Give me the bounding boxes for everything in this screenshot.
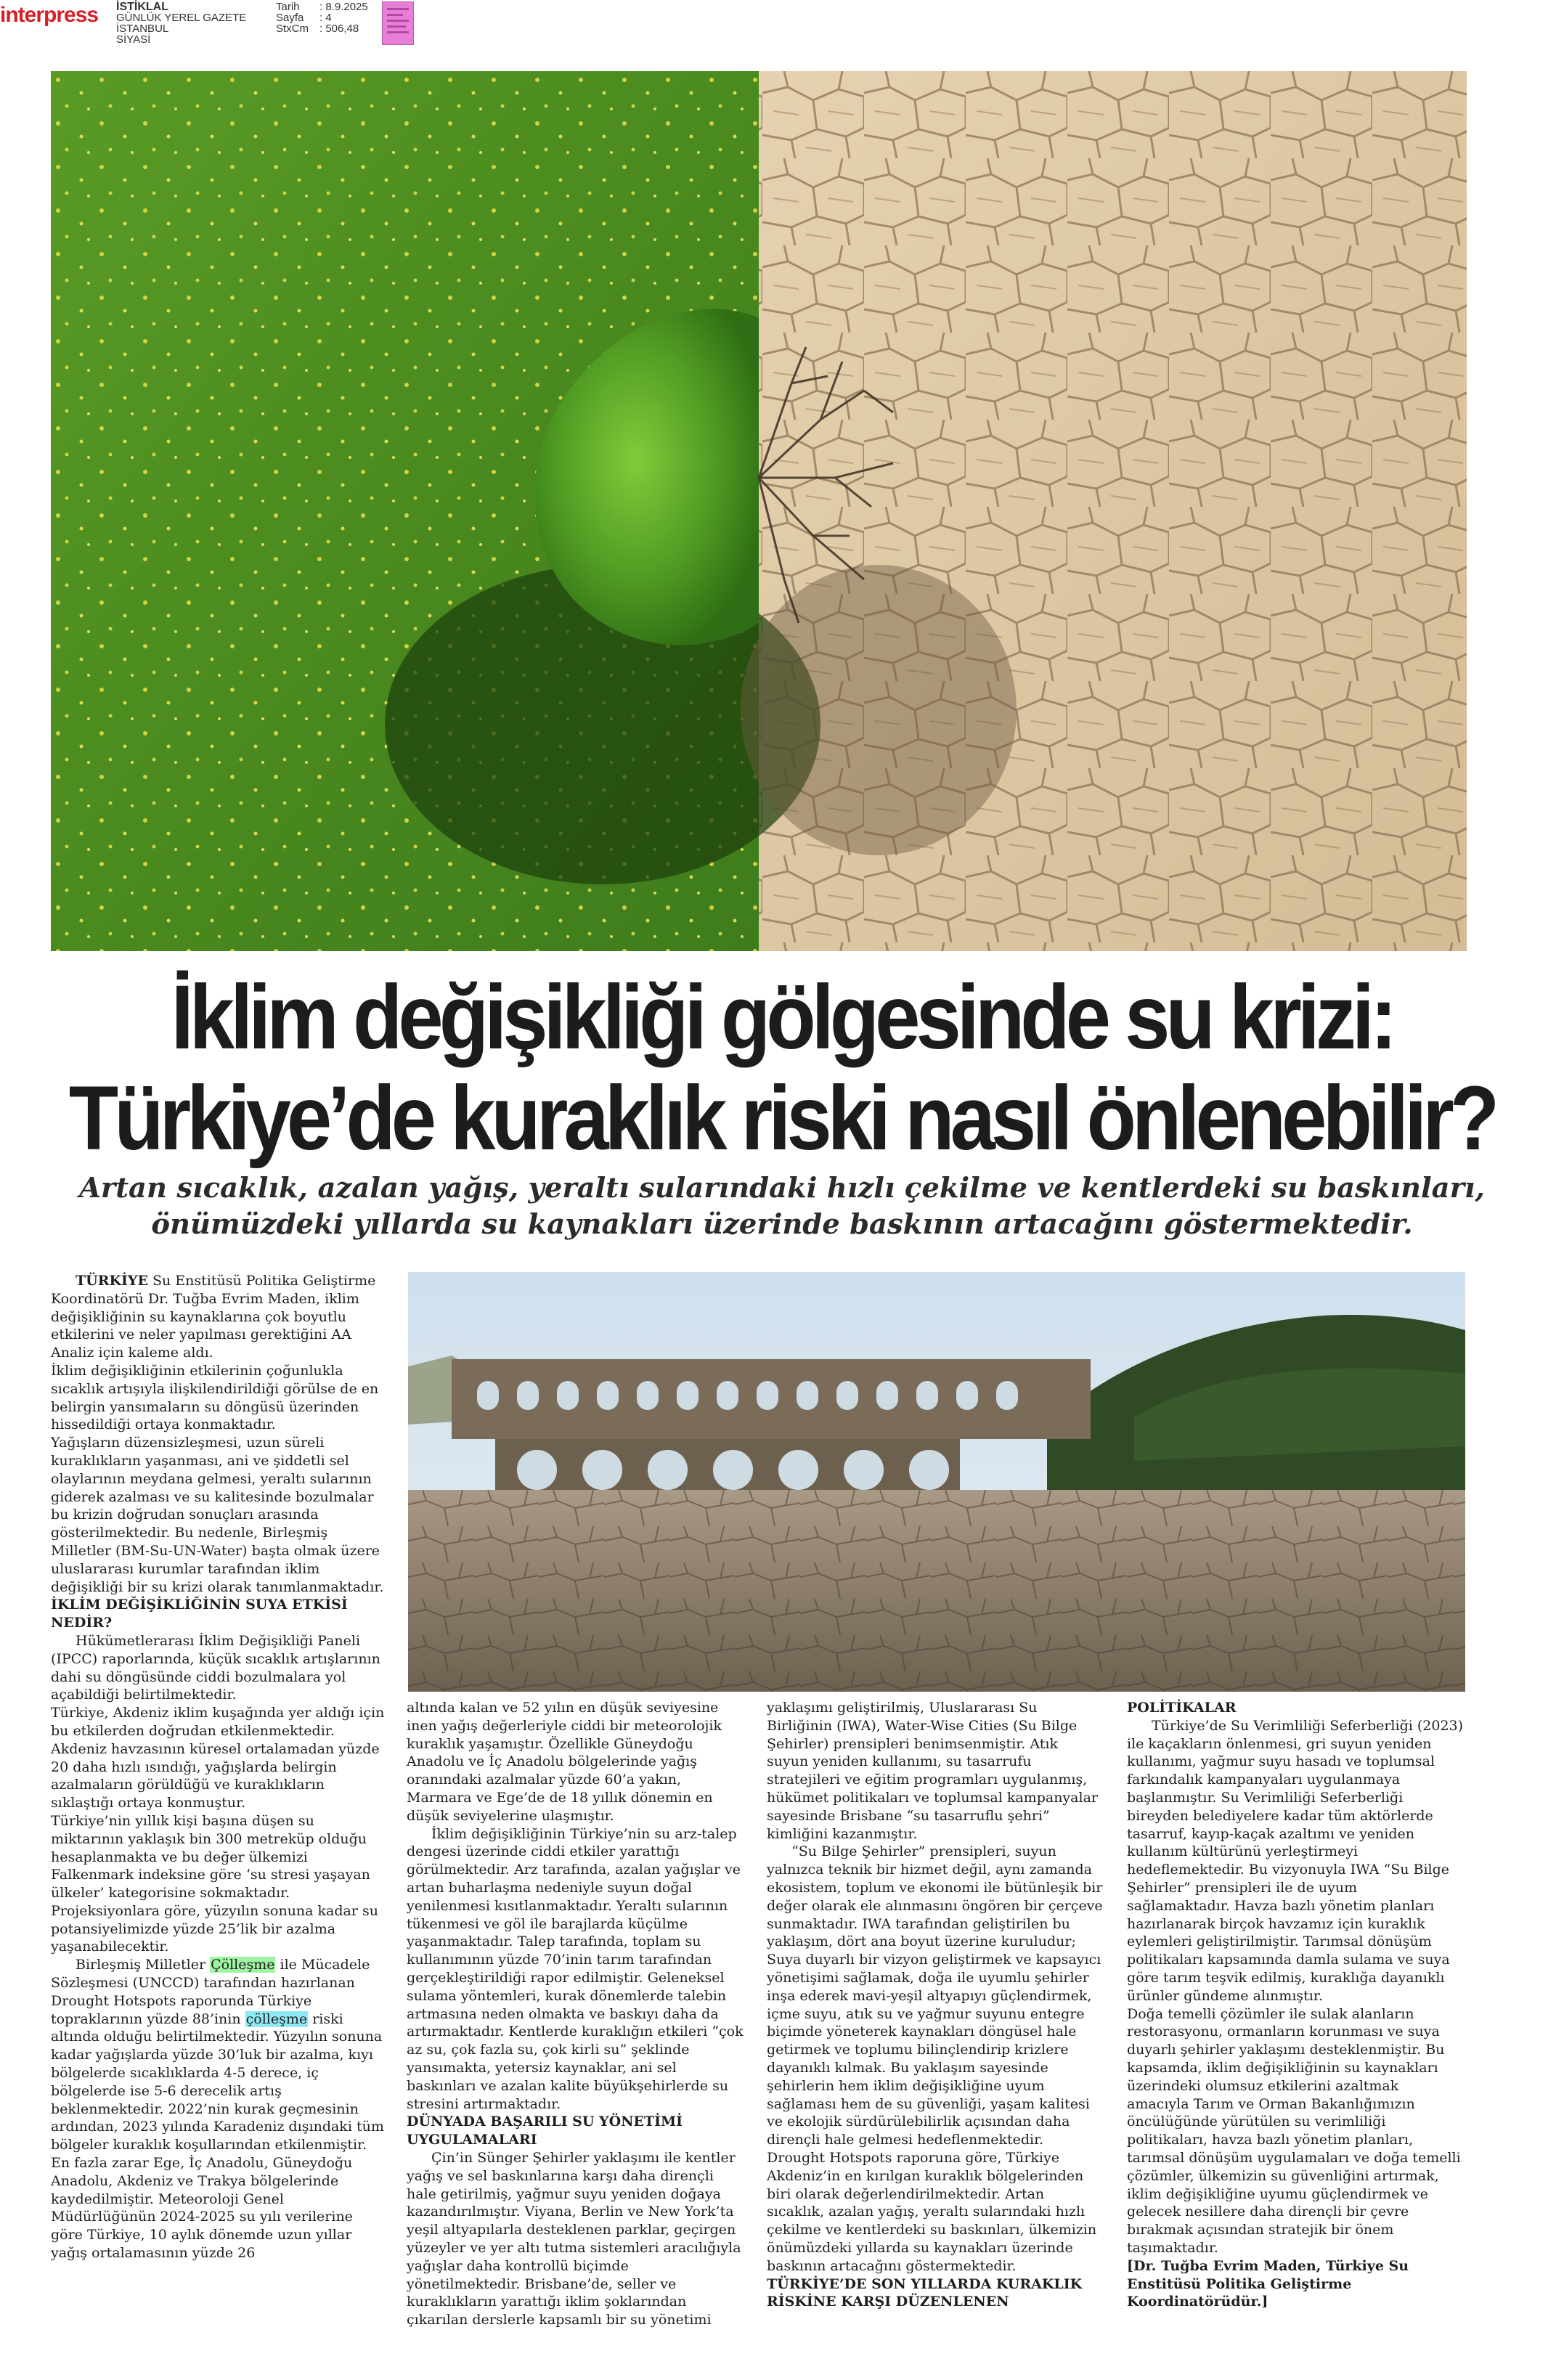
col2-paragraph-2: İklim değişikliğinin Türkiye’nin su arz-talep dengesi üzerinde ciddi etkiler yarattığı görülmektedir. Arz tarafında, azalan yağışlar ve artan buharlaşma nedeniyle suyun doğal yenilenmesi kısıtlanmaktadır. Yeraltı sularının tükenmesi ve göl ile barajlarda küçülme yaşanmaktadır. Talep tarafında, toplam su kullanımının yüzde 70’inin tarım tarafından gerçekleştirildiği rapor edilmiştir. Geleneksel sulama yöntemleri, kurak dönemlerde talebin artmasına neden olmakta ve baskıyı daha da artırmaktadır. Kentlerde kuraklığın etkileri “çok az su, çok fazla su, çok kirli su” şeklinde yansımakta, yetersiz kaynaklar, ani sel baskınları ve azalan kalite büyükşehirlerde su stresini artırmaktadır. (407, 1825, 744, 2112)
meta-date: Tarih : 8.9.2025 (276, 1, 368, 13)
col1-paragraph-5: Türkiye, Akdeniz iklim kuşağında yer aldığı için bu etkilerden doğrudan etkilenmektedir. (51, 1705, 385, 1739)
meta-date-value: 8.9.2025 (325, 1, 368, 13)
meta-page-key: Sayfa (276, 12, 304, 24)
article-subheadline (29, 1170, 1535, 1243)
col3-paragraph-2: “Su Bilge Şehirler” prensipleri, suyun yalnızca teknik bir hizmet değil, aynı zamanda ekosistem, toplum ve ekonomi ile bütünleşik bir değer olarak ele alınmasını öngören bir çerçeve sunmaktadır. IWA tarafından geliştirilen bu yaklaşım, dört ana boyut üzerine kuruludur; Suya duyarlı bir vizyon geliştirmek ve kapsayıcı yönetişimi sağlamak, doğa ile uyumlu şehirler inşa ederek mavi-yeşil altyapıyı güçlendirmek, içme suyu, atık su ve yağmur suyunu entegre biçimde yöneterek kaynakları döngüsel hale getirmek ve toplumu bilinçlendirip krizlere dayanıklı kılmak. Bu yaklaşım sayesinde şehirlerin hem iklim değişikliğine uyum sağlaması hem de su güvenliği, yaşam kalitesi ve ekolojik sürdürülebilirlik açısından daha dirençli hale gelmesi hedeflenmektedir. (767, 1843, 1103, 2148)
article-column-3 (767, 1699, 1104, 2311)
col3-heading-turkey-policies: TÜRKİYE’DE SON YILLARDA KURAKLIK RİSKİNE KARŞI DÜZENLENEN (767, 2275, 1083, 2310)
publication-type: GÜNLÜK YEREL GAZETE (116, 12, 247, 24)
meta-page: Sayfa : 4 (276, 12, 332, 24)
col1-paragraph-3: Yağışların düzensizleşmesi, uzun süreli kuraklıkların yaşanması, ani ve şiddetli sel olaylarının meydana gelmesi, yeraltı sularının giderek azalması ve su kalitesinde bozulmalar bu krizin doğrudan sonuçları arasında gösterilmektedir. Bu nedenle, Birleşmiş Milletler (BM-Su-UN-Water) başta olmak üzere uluslararası kurumlar tarafından iklim değişikliği bir su krizi olarak tanımlanmaktadır. (51, 1435, 384, 1595)
publication-city: İSTANBUL (116, 23, 169, 35)
col1-paragraph-2: İklim değişikliğinin etkilerinin çoğunlukla sıcaklık artışıyla ilişkilendirildiği görülse de en belirgin yansımaların su döngüsü üzerinden hissedildiği ortaya konmaktadır. (51, 1362, 379, 1433)
article-column-2 (407, 1699, 744, 2329)
col2-heading-world-practices: DÜNYADA BAŞARILI SU YÖNETİMİ UYGULAMALARI (407, 2114, 683, 2148)
col1-paragraph-8: Projeksiyonlara göre, yüzyılın sonuna kadar su potansiyelimizde yüzde 25’lik bir azalma yaşanabilecektir. (51, 1902, 378, 1955)
publication-category: SİYASİ (116, 33, 151, 46)
col2-paragraph-1: altında kalan ve 52 yılın en düşük seviyesine inen yağış değerleriyle ciddi bir meteorolojik kuraklık yaşamıştır. Özellikle Güneydoğu Anadolu ve İç Anadolu bölgelerinde yağış oranındaki azalmalar yüzde 60’a yakın, Marmara ve Ege’de de 18 yıllık dönemin en düşük seviyelerine ulaşmıştır. (407, 1700, 722, 1824)
col3-paragraph-1: yaklaşımı geliştirilmiş, Uluslararası Su Birliğinin (IWA), Water-Wise Cities (Su Bilge Şehirler) prensipleri benimsenmiştir. Atık suyun yeniden kullanımı, su tasarrufu stratejileri ve eğitim programları uygulanmış, hükümet politikaları ve toplumsal kampanyalar sayesinde Brisbane “su tasarruflu şehri” kimliğini kazanmıştır. (767, 1700, 1098, 1842)
col1-paragraph-9: Birleşmiş Milletler Çölleşme ile Mücadele Sözleşmesi (UNCCD) tarafından hazırlanan Drought Hotspots raporunda Türkiye topraklarının yüzde 88’inin çölleşme riski altında olduğu belirtilmektedir. Yüzyılın sonuna kadar yağışlarda yüzde 30’luk bir azalma, kıyı bölgelerde sıcaklıklarda 4-5 derece, iç bölgelerde ise 5-6 derecelik artış beklenmektedir. 2022’nin kurak geçmesinin ardından, 2023 yılında Karadeniz dışındaki tüm bölgeler kuraklık koşullarından etkilenmiştir. En fazla zarar Ege, İç Anadolu, Güneydoğu Anadolu, Akdeniz ve Trakya bölgelerinde kaydedilmiştir. Meteoroloji Genel Müdürlüğünün 2024-2025 su yılı verilerine göre Türkiye, 10 aylık dönemde uzun yıllar yağış ortalamasının yüzde 26 (51, 1957, 384, 2262)
subheadline-line-1: Artan sıcaklık, azalan yağış, yeraltı sularındaki hızlı çekilme ve kentlerdeki su baskınları, (79, 1172, 1485, 1205)
publication-name: İSTİKLAL (116, 1, 168, 13)
aqueduct-drought-photo (408, 1272, 1465, 1692)
col1-paragraph-6: Akdeniz havzasının küresel ortalamadan yüzde 20 daha hızlı ısındığı, yağışlarda belirgin azalmaların görüldüğü ve kuraklıkların sıklaştığı ortaya konmuştur. (51, 1740, 380, 1812)
col4-paragraph-2: Doğa temelli çözümler ile sulak alanların restorasyonu, ormanların korunması ve suya duyarlı şehirler yaklaşımı desteklenmiştir. Bu kapsamda, iklim değişikliğinin su kaynakları üzerindeki olumsuz etkilerini azaltmak amacıyla Tarım ve Orman Bakanlığımızın öncülüğünde yürütülen su verimliliği politikaları, havza bazlı yönetim planları, tarımsal dönüşüm uygulamaları ve doğa temelli çözümler, ülkemizin su güvenliğini artırmak, iklim değişikliğine uyumu güçlendirmek ve gelecek nesillere daha dirençli bir çevre bırakmak açısından stratejik bir önem taşımaktadır. (1127, 2005, 1461, 2256)
hero-image-green-vs-drought (51, 71, 1467, 951)
highlight-collesme-1: Çölleşme (211, 1957, 275, 1973)
article-headline (29, 967, 1535, 1169)
col1-paragraph-1 (51, 1272, 385, 1362)
meta-size: StxCm : 506,48 (276, 23, 359, 35)
interpress-logo: interpress (0, 3, 99, 27)
col4-paragraph-1: Türkiye’de Su Verimliliği Seferberliği (2023) ile kaçakların önlenmesi, gri suyun yeniden kullanımı, yağmur suyu hasadı ve toplumsal farkındalık kampanyaları uygulanmaya başlanmıştır. Su Verimliliği Seferberliği bireyden belediyelere kadar tüm aktörlerde tasarruf, kayıp-kaçak azaltımı ve yeniden kullanım kültürünü yerleştirmeyi hedeflemektedir. Bu vizyonuyla IWA “Su Bilge Şehirler” prensipleri ile de uyum sağlamaktadır. Havza bazlı yönetim planları hazırlanarak birçok havzamız için kuraklık eylemleri geliştirilmiştir. Tarımsal dönüşüm politikaları kapsamında damla sulama ve suya göre tarım teşvik edilmiş, kuraklığa dayanıklı ürünler gündeme alınmıştır. (1127, 1717, 1464, 2004)
author-signature: [Dr. Tuğba Evrim Maden, Türkiye Su Enstitüsü Politika Geliştirme Koordinatörüdür.] (1127, 2257, 1409, 2310)
meta-size-value: 506,48 (325, 23, 359, 35)
subheadline-line-2: önümüzdeki yıllarda su kaynakları üzerinde baskının artacağını göstermektedir. (151, 1208, 1413, 1241)
clip-meta (276, 1, 385, 34)
col3-paragraph-3: Drought Hotspots raporuna göre, Türkiye Akdeniz’in en kırılgan kuraklık bölgelerinden biri olarak değerlendirilmektedir. Artan sıcaklık, azalan yağış, yeraltı sularındaki hızlı çekilme ve kentlerdeki su baskınları, ülkemizin önümüzdeki yıllarda su kaynakları üzerinde baskının artacağını göstermektedir. (767, 2149, 1097, 2274)
article-column-4 (1127, 1699, 1464, 2311)
meta-date-key: Tarih (276, 1, 300, 13)
col1-paragraph-4: Hükümetlerarası İklim Değişikliği Paneli (IPCC) raporlarında, küçük sıcaklık artışlarının dahi su döngüsünde ciddi bozulmalara yol açabildiği belirtilmektedir. (51, 1632, 380, 1703)
headline-line-1: İklim değişikliği gölgesinde su krizi: (171, 966, 1393, 1068)
col2-paragraph-3: Çin’in Sünger Şehirler yaklaşımı ile kentler yağış ve sel baskınlarına karşı daha dirençli hale getirilmiş, yağmur suyu yeniden doğaya kazandırılmıştır. Viyana, Berlin ve New York’ta yeşil altyapılarla desteklenen parklar, geçirgen yüzeyler ve yer altı tutma sistemleri aracılığıyla yağışlar daha kontrollü biçimde yönetilmektedir. Brisbane’de, seller ve kuraklıkların yarattığı iklim şoklarından çıkarılan derslerle kapsamlı bir su yönetimi (407, 2149, 741, 2328)
article-column-1 (51, 1272, 385, 2262)
highlight-collesme-2: çölleşme (245, 2010, 308, 2027)
meta-size-key: StxCm (276, 23, 309, 35)
headline-line-2: Türkiye’de kuraklık riski nasıl önlenebilir? (68, 1067, 1496, 1169)
col4-heading-policies: POLİTİKALAR (1127, 1700, 1237, 1716)
col1-lead-text: Su Enstitüsü Politika Geliştirme Koordinatörü Dr. Tuğba Evrim Maden, iklim değişikliğinin su kaynaklarına çok boyutlu etkilerini ve neler yapılması gerektiğini AA Analiz için kaleme aldı. (51, 1273, 376, 1361)
col1-lead-word: TÜRKİYE (76, 1273, 148, 1289)
col1-paragraph-7: Türkiye’nin yıllık kişi başına düşen su miktarının yaklaşık bin 300 metreküp olduğu hesaplanmakta ve bu değer ülkemizi Falkenmark indeksine göre ‘su stresi yaşayan ülkeler’ kategorisine sokmaktadır. (51, 1812, 370, 1902)
meta-page-value: 4 (325, 12, 332, 24)
col1-heading-climate-water: İKLİM DEĞİŞİKLİĞİNİN SUYA ETKİSİ NEDİR? (51, 1597, 348, 1631)
page-thumbnail (382, 1, 414, 45)
publication-info (116, 1, 276, 45)
